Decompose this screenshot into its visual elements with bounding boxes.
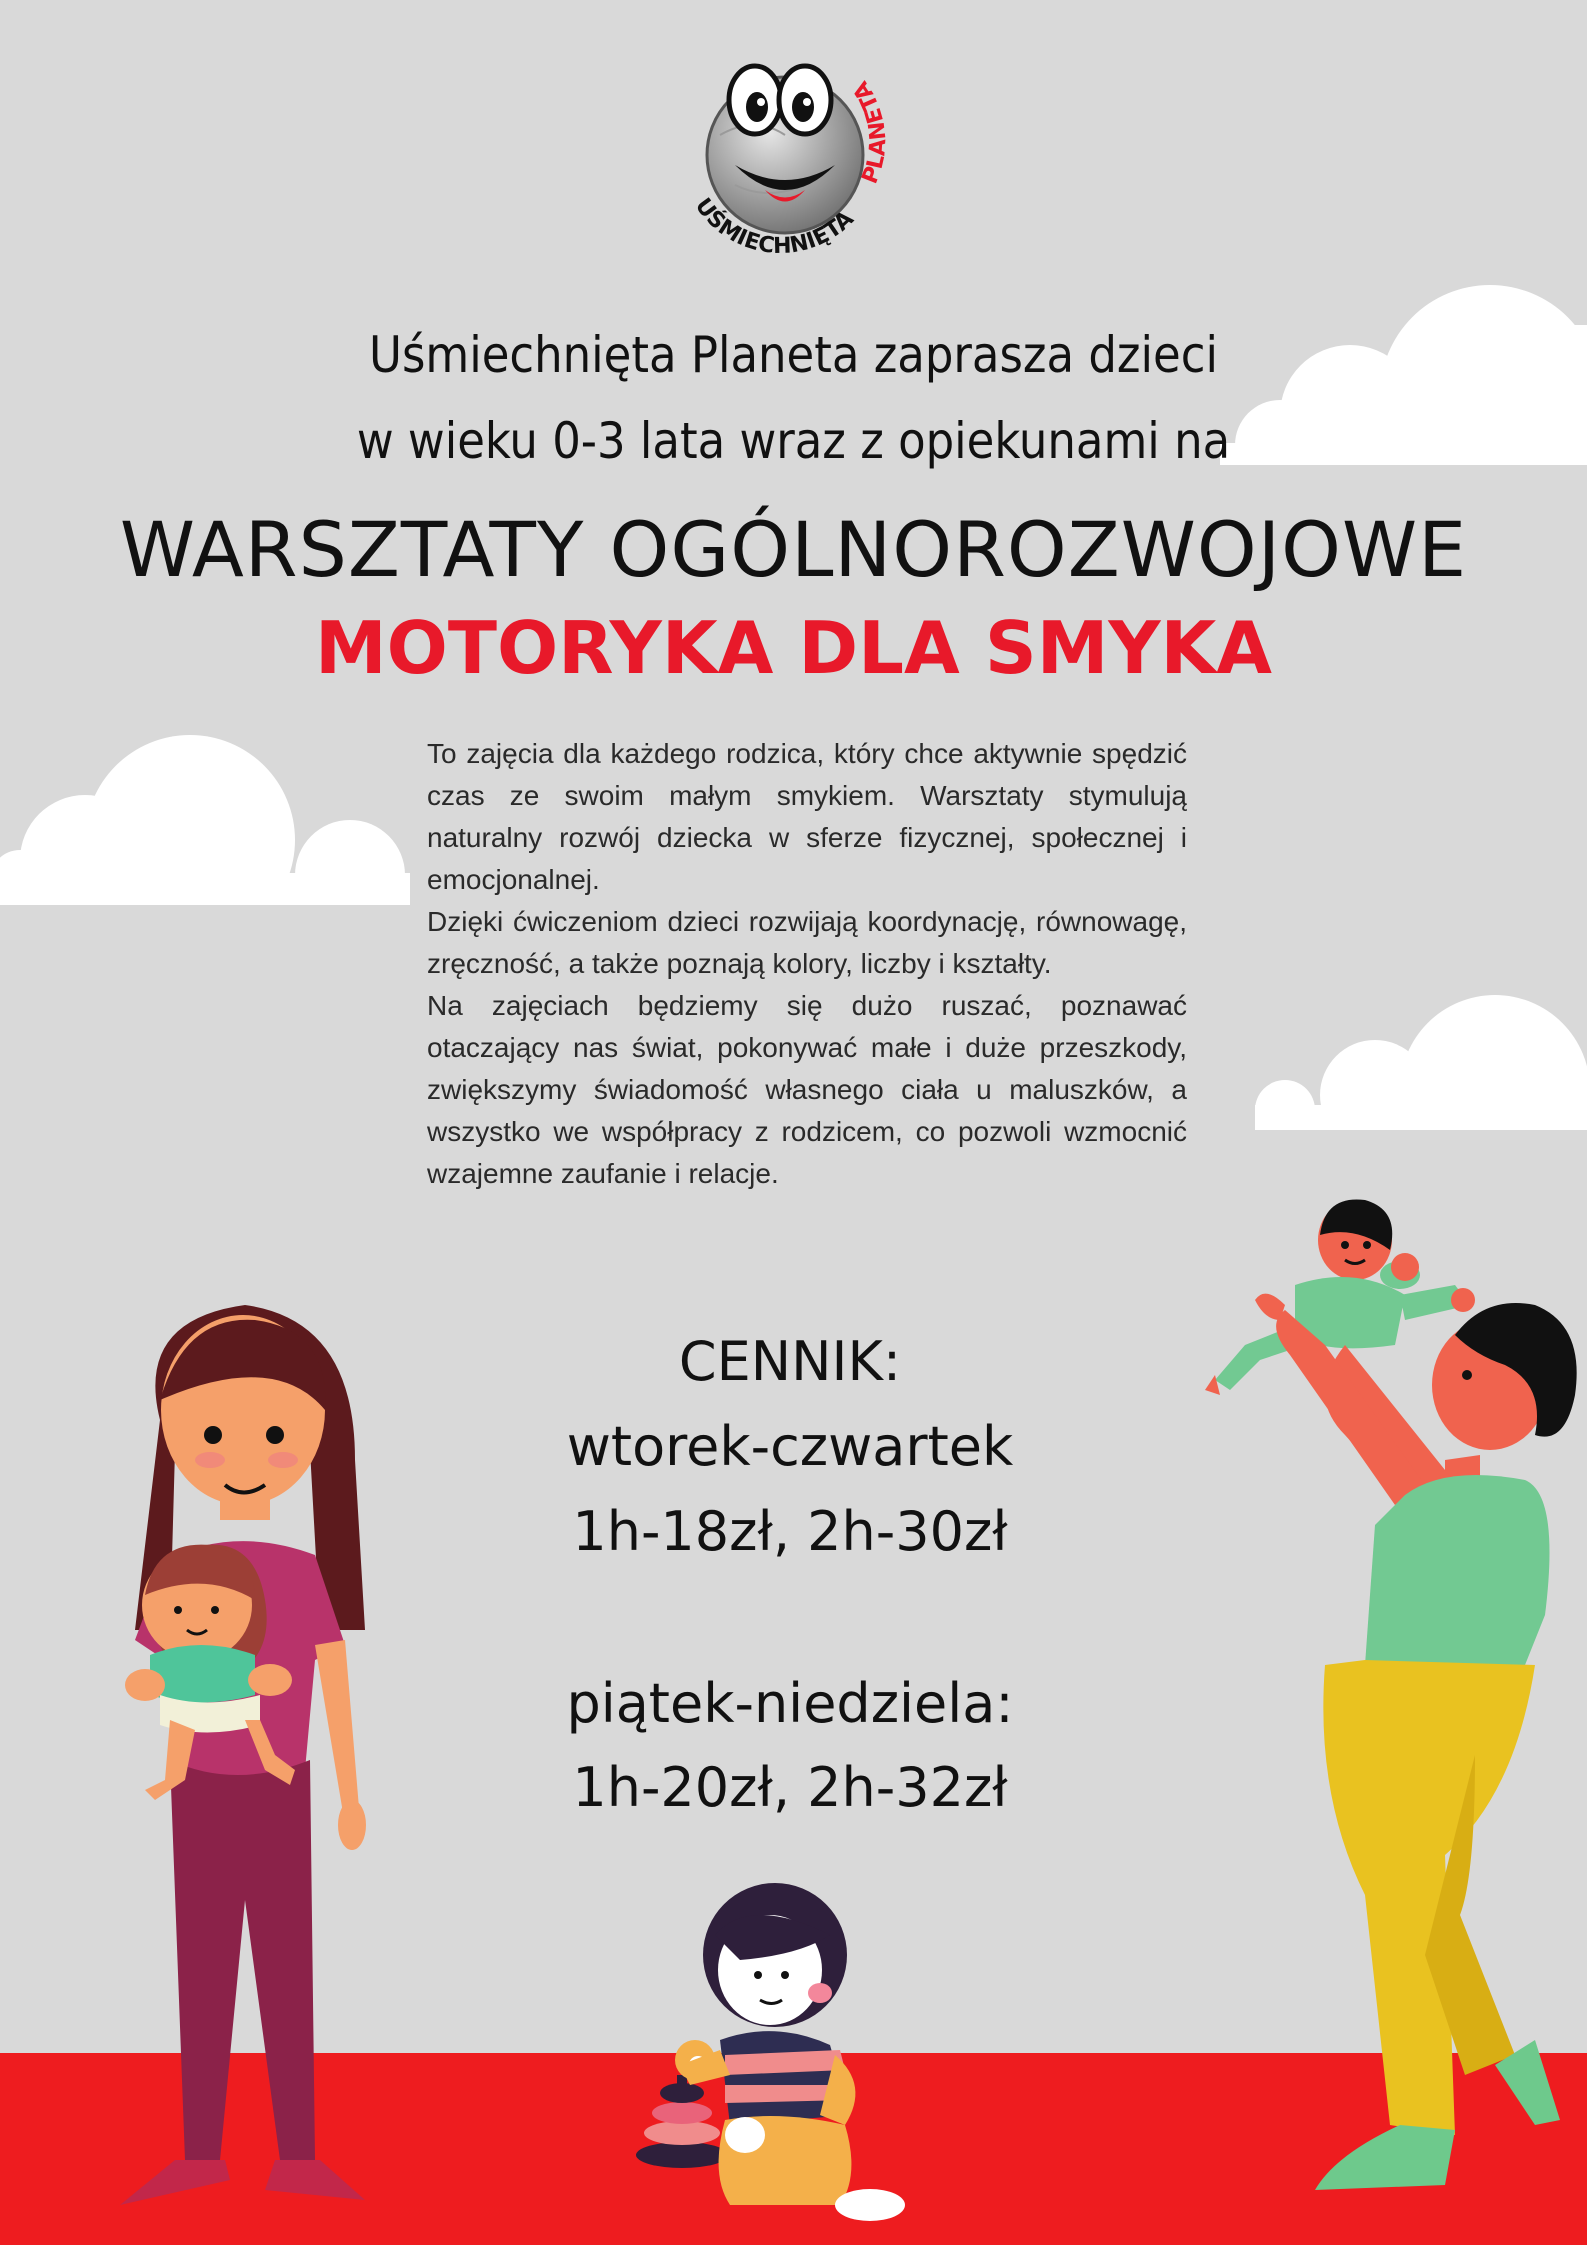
intro-line-2: w wieku 0-3 lata wraz z opiekunami na — [356, 412, 1231, 470]
headline: WARSZTATY OGÓLNOROZWOJOWE — [119, 505, 1468, 594]
description-paragraph-3: Na zajęciach będziemy się dużo ruszać, poznawać otaczający nas świat, pokonywać małe i duże przeszkody, zwiększymy świadomość własnego ciała u maluszków, a wszystko we współpracy z rodzicem, co pozwoli wzmocnić wzajemne zaufanie i relacje. — [427, 990, 1187, 1189]
mother-with-baby-illustration — [115, 1300, 390, 2220]
description-paragraph-2: Dzięki ćwiczeniom dzieci rozwijają koordynację, równowagę, zręczność, a także poznają kolory, liczby i kształty. — [427, 906, 1187, 979]
pricing-weekend-prices: 1h-20zł, 2h-32zł — [572, 1756, 1008, 1819]
pricing-title: CENNIK: — [678, 1330, 902, 1393]
cloud-right-mid — [1245, 995, 1587, 1130]
intro-text — [0, 312, 1587, 484]
logo-text-black: UŚMIECHNIĘTA — [689, 193, 859, 260]
intro-line-1: Uśmiechnięta Planeta zaprasza dzieci — [369, 326, 1218, 384]
pricing-weekday-label: wtorek-czwartek — [566, 1415, 1014, 1478]
child-stacking-rings-illustration — [600, 1875, 930, 2230]
pricing-weekend-label: piątek-niedziela: — [566, 1672, 1014, 1735]
logo-text-red: PLANETA — [848, 76, 892, 188]
description — [427, 733, 1187, 1195]
subheadline: MOTORYKA DLA SMYKA — [315, 606, 1272, 690]
smiling-planet-logo — [675, 55, 905, 270]
description-paragraph-1: To zajęcia dla każdego rodzica, który chce aktywnie spędzić czas ze swoim małym smykiem. Warsztaty stymulują naturalny rozwój dziecka w sferze fizycznej, społecznej i emocjonalnej. — [427, 738, 1187, 895]
cloud-left — [0, 735, 410, 905]
pricing-weekday-prices: 1h-18zł, 2h-30zł — [572, 1500, 1008, 1563]
father-lifting-baby-illustration — [1205, 1195, 1587, 2205]
